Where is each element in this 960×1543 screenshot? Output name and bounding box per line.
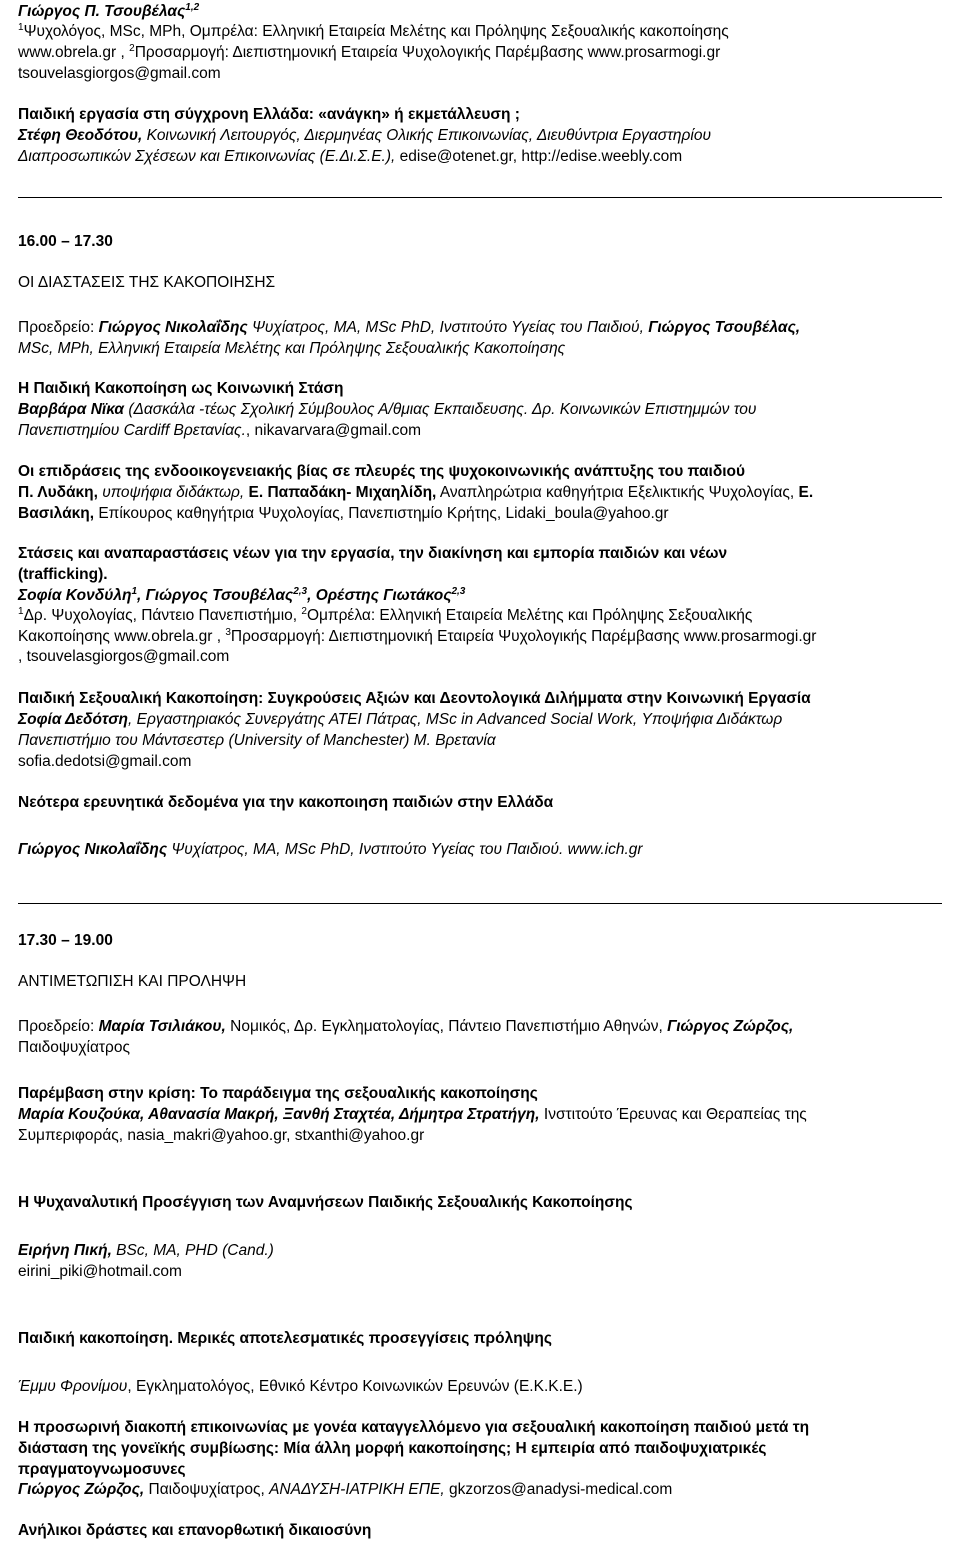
author-header <box>18 2 942 23</box>
s2-talk2-email: eirini_piki@hotmail.com <box>18 1263 182 1280</box>
s2-chair1-name: Μαρία Τσιλιάκου, <box>98 1018 226 1035</box>
t3-sup2: 2,3 <box>293 586 308 597</box>
t3-aff-sup3: 3 <box>225 627 231 638</box>
s1-talk5-speaker <box>18 840 942 861</box>
s2-t4-name: Γιώργος Ζώρζος, <box>18 1481 145 1498</box>
session-divider-2 <box>18 903 942 904</box>
obrela-url: www.obrela.gr , <box>18 44 130 61</box>
s2-talk1-role-b: Συμπεριφοράς, nasia_makri@yahoo.gr, stxanthi@yahoo.gr <box>18 1127 425 1144</box>
s1-talk2-speakers-1 <box>18 483 942 504</box>
s2-talk5-title: Ανήλικοι δράστες και επανορθωτική δικαιοσύνη <box>18 1522 372 1539</box>
t2-name1: Π. Λυδάκη, <box>18 484 98 501</box>
session2-title: ΑΝΤΙΜΕΤΩΠΙΣΗ ΚΑΙ ΠΡΟΛΗΨΗ <box>18 973 247 990</box>
t3-sup3: 2,3 <box>451 586 466 597</box>
s2-t1-names: Μαρία Κουζούκα, Αθανασία Μακρή, Ξανθή Σταχτέα, Δήμητρα Στρατήγη, <box>18 1106 540 1123</box>
session2-time: 17.30 – 19.00 <box>18 932 113 949</box>
s1-talk4-email: sofia.dedotsi@gmail.com <box>18 753 192 770</box>
chair2-name: Γιώργος Τσουβέλας, <box>643 319 801 336</box>
t3-aff-sup2: 2 <box>301 606 307 617</box>
author-sup: 1,2 <box>185 2 200 13</box>
t2-role1: υποψήφια διδάκτωρ, <box>97 484 245 501</box>
s2-t2-role: BSc, MA, PHD (Cand.) <box>111 1242 274 1259</box>
s2-t3-role: , Εγκληματολόγος, Εθνικό Κέντρο Κοινωνικών Ερευνών (Ε.Κ.Κ.Ε.) <box>127 1378 583 1395</box>
s2-t4-org: ΑΝΑΔΥΣΗ-ΙΑΤΡΙΚΗ ΕΠΕ, <box>269 1481 445 1498</box>
t1-name: Βαρβάρα Νϊκα <box>18 401 125 418</box>
session2-chair-line2: Παιδοψυχίατρος <box>18 1039 130 1056</box>
speaker-line-2 <box>18 147 942 168</box>
s1-talk4-speaker <box>18 710 942 731</box>
session1-chair-line2: MSc, MPh, Ελληνική Εταιρεία Μελέτης και Πρόληψης Σεξουαλικής Κακοποίησης <box>18 340 566 357</box>
chair-label-2: Προεδρείο: <box>18 1018 99 1035</box>
s1-talk3-names <box>18 586 942 607</box>
t1-role-a: (Δασκάλα -τέως Σχολική Σύμβουλος Α/θμιας Εκπαιδευσης. Δρ. Κοινωνικών Επιστημμών του <box>124 401 757 418</box>
session1-chair-line1 <box>18 318 942 339</box>
t3-aff1: Δρ. Ψυχολογίας, Πάντειο Πανεπιστήμιο, <box>23 607 302 624</box>
speaker-role-b: Διαπροσωπικών Σχέσεων και Επικοινωνίας (Ε.Δι.Σ.Ε.), <box>18 148 396 165</box>
talk-title: Παιδική εργασία στη σύγχρονη Ελλάδα: «ανάγκη» ή εκμετάλλευση ; <box>18 106 520 123</box>
t3-aff3: Κακοποίησης www.obrela.gr , <box>18 628 226 645</box>
affiliation-text-1: Ψυχολόγος, MSc, MPh, Ομπρέλα: Ελληνική Εταιρεία Μελέτης και Πρόληψης Σεξουαλικής κακοποίησης <box>23 23 729 40</box>
s2-t4-email: gkzorzos@anadysi-medical.com <box>444 1481 673 1498</box>
t2-role3: Επίκουρος καθηγήτρια Ψυχολογίας, Πανεπιστημίο Κρήτης, <box>94 505 502 522</box>
t3-sup1: 1 <box>131 586 138 597</box>
s2-talk1-title: Παρέμβαση στην κρίση: Το παράδειγμα της σεξουαλικής κακοποίησης <box>18 1085 538 1102</box>
t3-name2: , Γιώργος Τσουβέλας <box>137 587 294 604</box>
s2-talk4-title-a: Η προσωρινή διακοπή επικοινωνίας με γονέα καταγγελλόμενο για σεξουαλική κακοποίηση παιδιού μετά τη <box>18 1419 810 1436</box>
s2-t4-role: Παιδοψυχίατρος, <box>144 1481 270 1498</box>
s1-talk1-speaker <box>18 400 942 421</box>
s1-talk4-title: Παιδική Σεξουαλική Κακοποίηση: Συγκρούσεις Αξιών και Δεοντολογικά Διλήμματα στην Κοινωνική Εργασία <box>18 690 811 707</box>
t2-email: Lidaki_boula@yahoo.gr <box>501 505 669 522</box>
t3-name1: Σοφία Κονδύλη <box>18 587 132 604</box>
author-affiliation-2 <box>18 43 942 64</box>
t5-name: Γιώργος Νικολαΐδης <box>18 841 168 858</box>
s1-talk1-speaker-2 <box>18 421 942 442</box>
s2-talk3-speaker <box>18 1377 942 1398</box>
t2-name3b: Βασιλάκη, <box>18 505 95 522</box>
sup-1: 1 <box>18 22 24 33</box>
s1-talk3-title-b: (trafficking). <box>18 566 108 583</box>
chair1-role: Ψυχίατρος, MA, MSc PhD, Ινστιτούτο Υγείας του Παιδιού, <box>247 319 644 336</box>
t3-aff2: Ομπρέλα: Ελληνική Εταιρεία Μελέτης και Πρόληψης Σεξουαλικής <box>306 607 753 624</box>
s1-talk3-email: , tsouvelasgiorgos@gmail.com <box>18 648 230 665</box>
chair1-name: Γιώργος Νικολαΐδης <box>98 319 248 336</box>
t4-role-a: , Εργαστηριακός Συνεργάτης ΑΤΕΙ Πάτρας, MSc in Advanced Social Work, Υποψήφια Διδάκτωρ <box>128 711 783 728</box>
speaker-name: Στέφη Θεοδότου, <box>18 127 143 144</box>
s2-talk4-title-c: πραγματογνωμοσυνες <box>18 1461 186 1478</box>
sup-2: 2 <box>129 43 135 54</box>
author-email: tsouvelasgiorgos@gmail.com <box>18 65 221 82</box>
s1-talk2-speakers-2 <box>18 504 942 525</box>
s2-talk2-title: Η Ψυχαναλυτική Προσέγγιση των Αναμνήσεων Παιδικής Σεξουαλικής Κακοποίησης <box>18 1194 633 1211</box>
session1-title: ΟΙ ΔΙΑΣΤΑΣΕΙΣ ΤΗΣ ΚΑΚΟΠΟΙΗΣΗΣ <box>18 274 276 291</box>
t3-aff-sup1: 1 <box>18 606 24 617</box>
s1-talk3-aff-1 <box>18 606 942 627</box>
s2-t1-role-a: Ινστιτούτο Έρευνας και Θεραπείας της <box>539 1106 807 1123</box>
chair-label: Προεδρείο: <box>18 319 99 336</box>
s2-t2-name: Ειρήνη Πική, <box>18 1242 112 1259</box>
t1-role-b: Πανεπιστημίου Cardiff Βρετανίας. <box>18 422 246 439</box>
s2-talk4-title-b: διάσταση της γονεϊκής συμβίωσης: Μία άλλη μορφή κακοποίησης; Η εμπειρία από παιδοψυχιατρικές <box>18 1440 767 1457</box>
t3-aff4: Προσαρμογή: Διεπιστημονική Εταιρεία Ψυχολογικής Παρέμβασης www.prosarmogi.gr <box>230 628 817 645</box>
session2-chair-line1 <box>18 1017 942 1038</box>
author-affiliation-1 <box>18 22 942 43</box>
speaker-role-a: Κοινωνική Λειτουργός, Διερμηνέας Ολικής Επικοινωνίας, Διευθύντρια Εργαστηρίου <box>142 127 711 144</box>
t2-name2: Ε. Παπαδάκη- Μιχαηλίδη, <box>244 484 437 501</box>
s1-talk2-title: Οι επιδράσεις της ενδοοικογενειακής βίας σε πλευρές της ψυχοκοινωνικής ανάπτυξης του παιδιού <box>18 463 746 480</box>
session-divider-1 <box>18 197 942 198</box>
s2-chair2-name: Γιώργος Ζώρζος, <box>662 1018 794 1035</box>
t2-name3a: Ε. <box>794 484 814 501</box>
speaker-contact: edise@otenet.gr, http://edise.weebly.com <box>395 148 683 165</box>
s2-talk2-speaker <box>18 1241 942 1262</box>
t1-email: , nikavarvara@gmail.com <box>245 422 421 439</box>
s2-talk4-speaker <box>18 1480 942 1501</box>
t4-name: Σοφία Δεδότση <box>18 711 129 728</box>
author-name: Γιώργος Π. Τσουβέλας <box>18 3 186 20</box>
s1-talk3-aff-2 <box>18 627 942 648</box>
session1-time: 16.00 – 17.30 <box>18 233 113 250</box>
s2-talk1-speakers <box>18 1105 942 1126</box>
s1-talk5-title: Νεότερα ερευνητικά δεδομένα για την κακοποιηση παιδιών στην Ελλάδα <box>18 794 554 811</box>
s1-talk4-role-b: Πανεπιστήμιο του Μάντσεστερ (University of Manchester) Μ. Βρετανία <box>18 732 496 749</box>
prosarmogi-text: Προσαρμογή: Διεπιστημονική Εταιρεία Ψυχολογικής Παρέμβασης www.prosarmogi.gr <box>134 44 721 61</box>
s2-chair1-role: Νομικός, Δρ. Εγκληματολογίας, Πάντειο Πανεπιστήμιο Αθηνών, <box>225 1018 663 1035</box>
t5-role: Ψυχίατρος, MA, MSc PhD, Ινστιτούτο Υγείας του Παιδιού. www.ich.gr <box>167 841 643 858</box>
s1-talk3-title-a: Στάσεις και αναπαραστάσεις νέων για την εργασία, την διακίνηση και εμπορία παιδιών και νέων <box>18 545 728 562</box>
t3-name3: , Ορέστης Γιωτάκος <box>307 587 452 604</box>
s2-talk3-title: Παιδική κακοποίηση. Μερικές αποτελεσματικές προσεγγίσεις πρόληψης <box>18 1330 552 1347</box>
s2-t3-name: Έμμυ Φρονίμου <box>18 1378 128 1395</box>
speaker-line-1 <box>18 126 942 147</box>
s1-talk1-title: Η Παιδική Κακοποίηση ως Κοινωνική Στάση <box>18 380 344 397</box>
t2-role2: Αναπληρώτρια καθηγήτρια Εξελικτικής Ψυχολογίας, <box>436 484 795 501</box>
